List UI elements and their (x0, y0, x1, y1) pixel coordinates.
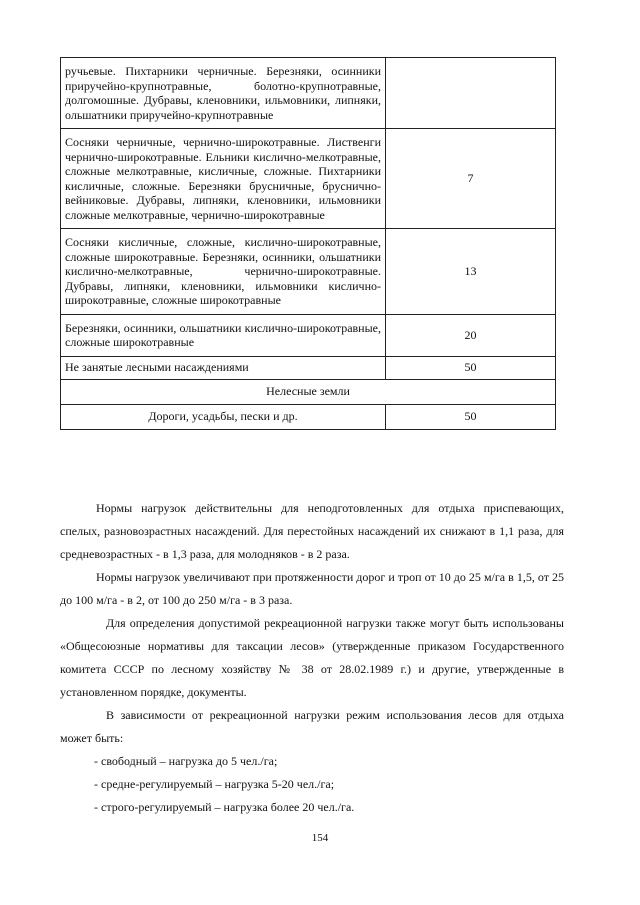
paragraph: Нормы нагрузок увеличивают при протяженности дорог и троп от 10 до 25 м/га в 1,5, от 25 до 100 м/га - в 2, от 100 до 250 м/га - в 3 раза. (60, 570, 564, 607)
list-item: - строго-регулируемый – нагрузка более 20 чел./га. (94, 800, 355, 814)
unforested-value-cell: 50 (386, 356, 556, 379)
list-item: - средне-регулируемый – нагрузка 5-20 чел./га; (94, 777, 335, 791)
recreational-load-table (60, 57, 556, 430)
paragraph: Для определения допустимой рекреационной нагрузки также могут быть использованы «Общесоюзные нормативы для таксации лесов» (утвержденные приказом Государственного комитета СССР по лесному хозяйству № 38 от 28.02.1989 г.) и другие, утвержденные в установленном порядке, документы. (60, 616, 564, 699)
table-row (61, 229, 556, 315)
body-text (60, 497, 564, 819)
table-row (61, 129, 556, 229)
table-row (61, 58, 556, 129)
page-number: 154 (311, 832, 329, 844)
nonforest-lands-header: Нелесные земли (61, 379, 556, 404)
roads-value-cell: 50 (386, 404, 556, 429)
load-value-cell: 20 (386, 314, 556, 356)
unforested-label-cell: Не занятые лесными насаждениями (61, 356, 386, 379)
load-value-cell: 13 (386, 229, 556, 315)
list-item: - свободный – нагрузка до 5 чел./га; (94, 754, 278, 768)
forest-type-cell: Сосняки кисличные, сложные, кислично-широкотравные, сложные широкотравные. Березняки, осинники, ольшатники кислично-мелкотравные, чернично-широкотравные. Дубравы, липняки, кленовники, ильмовники кислично-широкотравные, сложные широкотравные (61, 229, 386, 315)
forest-type-cell: Березняки, осинники, ольшатники кислично-широкотравные, сложные широкотравные (61, 314, 386, 356)
table-row (61, 314, 556, 356)
forest-type-cell: ручьевые. Пихтарники черничные. Березняки, осинники приручейно-крупнотравные, болотно-крупнотравные, долгомошные. Дубравы, кленовники, ильмовники, липняки, ольшатники приручейно-крупнотравные (61, 58, 386, 129)
paragraph: В зависимости от рекреационной нагрузки режим использования лесов для отдыха может быть: (60, 708, 564, 745)
table-row (61, 404, 556, 429)
table-section-header (61, 379, 556, 404)
load-value-cell: 7 (386, 129, 556, 229)
forest-type-cell: Сосняки черничные, чернично-широкотравные. Лиственги чернично-широкотравные. Ельники кислично-мелкотравные, сложные мелкотравные, кисличные, сложные. Пихтарники кисличные, сложные. Березняки брусничные, бруснично-вейниковые. Дубравы, липняки, кленовники, ильмовники сложные мелкотравные, чернично-широкотравные (61, 129, 386, 229)
paragraph: Нормы нагрузок действительны для неподготовленных для отдыха приспевающих, спелых, разновозрастных насаждений. Для перестойных насаждений их снижают в 1,1 раза, для средневозрастных - в 1,3 раза, для молодняков - в 2 раза. (60, 501, 564, 561)
load-value-cell (386, 58, 556, 129)
table-row (61, 356, 556, 379)
roads-label-cell: Дороги, усадьбы, пески и др. (61, 404, 386, 429)
